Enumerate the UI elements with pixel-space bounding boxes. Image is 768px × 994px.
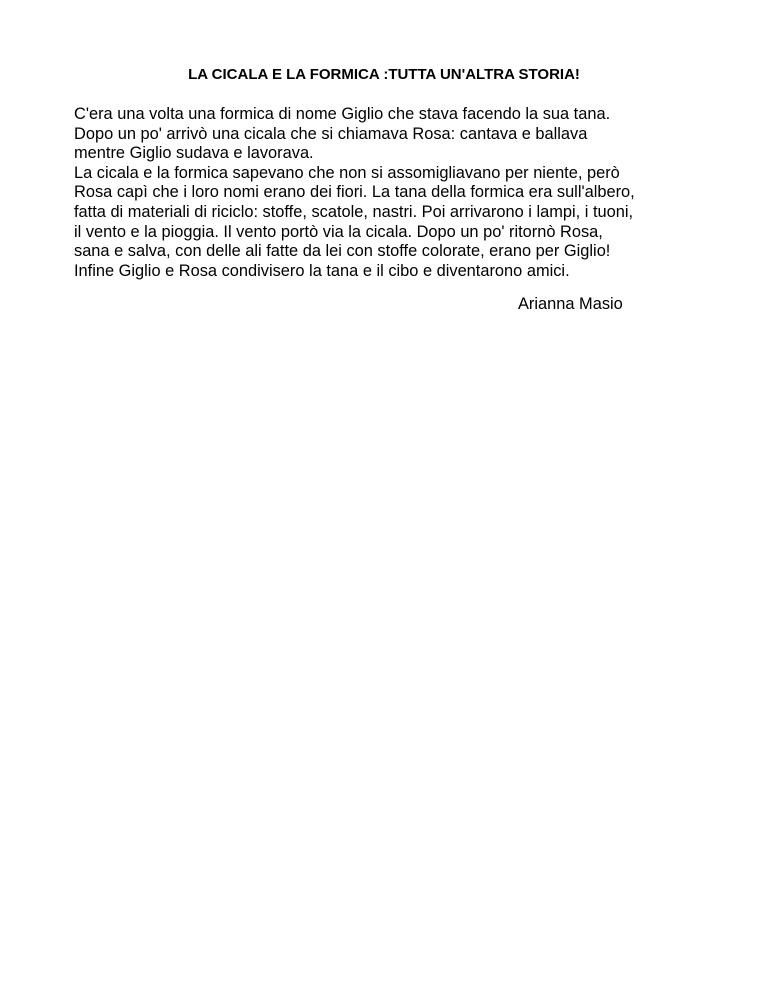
document-title: LA CICALA E LA FORMICA :TUTTA UN'ALTRA STORIA! [188,66,580,83]
story-line: La cicala e la formica sapevano che non si assomigliavano per niente, però [74,163,620,182]
story-line: Infine Giglio e Rosa condivisero la tana e il cibo e diventarono amici. [74,261,570,280]
story-line: Dopo un po' arrivò una cicala che si chiamava Rosa: cantava e ballava [74,124,588,143]
story-line: il vento e la pioggia. Il vento portò via la cicala. Dopo un po' ritornò Rosa, [74,222,603,241]
story-line: C'era una volta una formica di nome Giglio che stava facendo la sua tana. [74,105,611,123]
story-line: Rosa capì che i loro nomi erano dei fiori. La tana della formica era sull'albero, [74,183,635,202]
story-line: sana e salva, con delle ali fatte da lei con stoffe colorate, erano per Giglio! [74,242,611,261]
story-line: fatta di materiali di riciclo: stoffe, scatole, nastri. Poi arrivarono i lampi, i tuoni, [74,202,634,221]
story-line: mentre Giglio sudava e lavorava. [74,144,314,163]
author-signature: Arianna Masio [518,295,623,313]
story-body [74,105,734,281]
